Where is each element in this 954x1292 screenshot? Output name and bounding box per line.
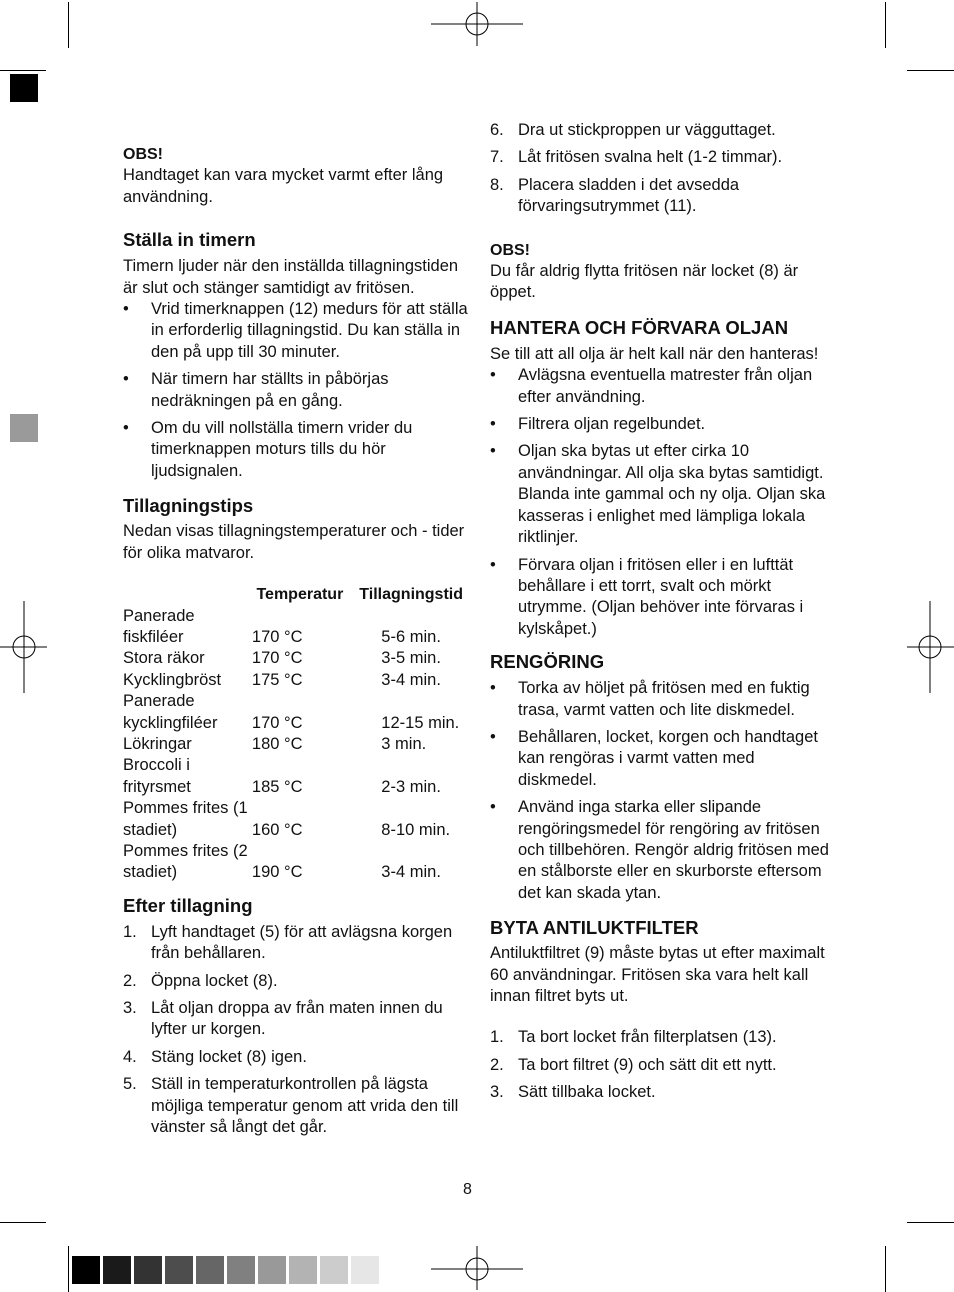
filter-intro: Antiluktfiltret (9) måste bytas ut efter maximalt 60 användningar. Fritösen ska vara helt kall innan filtret byts ut. <box>490 944 825 1005</box>
list-item: • Använd inga starka eller slipande rengöringsmedel för rengöring av fritösen och tillbehören. Rengör aldrig fritösen med en stålborste eller en skurborste eftersom det kan skada ytan. <box>490 798 829 902</box>
left-column <box>123 120 468 1144</box>
list-item: 2. Öppna locket (8). <box>123 971 278 990</box>
table-row: Broccoli i frityrsmet 185 °C 2-3 min. <box>123 756 441 796</box>
filter-steps-list <box>490 1027 835 1103</box>
section-heading-tips: Tillagningstips <box>123 495 254 517</box>
obs-text: Du får aldrig flytta fritösen när locket (8) är öppet. <box>490 262 799 302</box>
table-row: Lökringar 180 °C 3 min. <box>123 734 427 753</box>
list-item: • Förvara oljan i fritösen eller i en lufttät behållare i ett torrt, svalt och mörkt utrymme. (Oljan behöver inte förvaras i kylskåpet.) <box>490 555 804 638</box>
page-number: 8 <box>463 1181 472 1198</box>
calibration-swatch <box>165 1256 193 1284</box>
table-row: Pommes frites (1 stadiet) 160 °C 8-10 min. <box>123 799 451 839</box>
calibration-swatch <box>351 1256 379 1284</box>
calibration-swatch <box>289 1256 317 1284</box>
calibration-swatch <box>196 1256 224 1284</box>
list-item: • Torka av höljet på fritösen med en fuktig trasa, varmt vatten och lite diskmedel. <box>490 679 810 719</box>
table-row: Pommes frites (2 stadiet) 190 °C 3-4 min. <box>123 841 441 882</box>
list-item: 2. Ta bort filtret (9) och sätt dit ett nytt. <box>490 1055 777 1074</box>
list-item: 6. Dra ut stickproppen ur vägguttaget. <box>490 121 776 139</box>
registration-mark-bottom <box>431 1246 523 1290</box>
calibration-swatch <box>258 1256 286 1284</box>
list-item: 3. Sätt tillbaka locket. <box>490 1083 656 1102</box>
after-steps-list-continued <box>490 120 835 218</box>
calibration-swatch <box>227 1256 255 1284</box>
table-header-row <box>123 584 463 605</box>
registration-mark-right <box>907 601 954 693</box>
table-row: Panerade kycklingfiléer 170 °C 12-15 min. <box>123 692 460 732</box>
list-item: • Filtrera oljan regelbundet. <box>490 415 706 434</box>
calibration-swatch <box>320 1256 348 1284</box>
table-row: Stora räkor 170 °C 3-5 min. <box>123 649 441 668</box>
section-heading-cleaning: RENGÖRING <box>490 651 605 673</box>
oil-intro: Se till att all olja är helt kall när den hanteras! <box>490 344 819 363</box>
list-item: 1. Ta bort locket från filterplatsen (13). <box>490 1028 777 1047</box>
tips-intro: Nedan visas tillagningstemperaturer och - tider för olika matvaror. <box>123 522 465 562</box>
list-item: • Oljan ska bytas ut efter cirka 10 användningar. All olja ska bytas samtidigt. Blanda inte gammal och ny olja. Oljan ska kasseras i enlighet med lämpliga lokala riktlinjer. <box>490 442 826 547</box>
list-item: • När timern har ställts in påbörjas nedräkningen på en gång. <box>123 370 389 410</box>
timer-intro: Timern ljuder när den inställda tillagningstiden är slut och stänger samtidigt av fritösen. <box>123 257 459 297</box>
right-column <box>490 120 835 1110</box>
calibration-swatch <box>103 1256 131 1284</box>
table-row: Panerade fiskfiléer 170 °C 5-6 min. <box>123 606 441 646</box>
list-item: • Avlägsna eventuella matrester från oljan efter användning. <box>490 366 813 406</box>
list-item: 5. Ställ in temperaturkontrollen på lägsta möjliga temperatur genom att vrida den till vänster så långt det går. <box>123 1075 459 1137</box>
registration-mark-left <box>0 601 47 693</box>
timer-bullet-list <box>123 299 468 482</box>
obs-label: OBS! <box>123 146 163 163</box>
cleaning-bullet-list <box>490 678 835 904</box>
section-heading-after: Efter tillagning <box>123 894 253 916</box>
calibration-swatch <box>72 1256 100 1284</box>
list-item: • Om du vill nollställa timern vrider du timerknappen moturs tills du hör ljudsignalen. <box>123 419 413 480</box>
section-heading-oil: HANTERA OCH FÖRVARA OLJAN <box>490 316 789 338</box>
black-tab-marker <box>10 74 38 102</box>
obs-text: Handtaget kan vara mycket varmt efter lång användning. <box>123 166 444 206</box>
list-item: 3. Låt oljan droppa av från maten innen du lyfter ur korgen. <box>123 999 443 1039</box>
list-item: 7. Låt fritösen svalna helt (1-2 timmar). <box>490 148 783 167</box>
grey-tab-marker <box>10 414 38 442</box>
table-row: Kycklingbröst 175 °C 3-4 min. <box>123 670 441 689</box>
list-item: • Behållaren, locket, korgen och handtaget kan rengöras i varmt vatten med diskmedel. <box>490 727 818 789</box>
section-heading-filter: BYTA ANTILUKTFILTER <box>490 917 699 939</box>
after-steps-list <box>123 922 468 1139</box>
section-heading-timer: Ställa in timern <box>123 229 256 251</box>
table-header-temperature: Temperatur <box>256 586 344 604</box>
oil-bullet-list <box>490 365 835 640</box>
cooking-table <box>123 584 463 884</box>
table-header <box>123 584 252 605</box>
obs-label: OBS! <box>490 241 530 259</box>
table-header-time: Tillagningstid <box>359 586 463 604</box>
list-item: • Vrid timerknappen (12) medurs för att ställa in erforderlig tillagningstid. Du kan ställa in den på upp till 30 minuter. <box>123 300 468 361</box>
list-item: 4. Stäng locket (8) igen. <box>123 1047 307 1066</box>
list-item: 1. Lyft handtaget (5) för att avlägsna korgen från behållaren. <box>123 922 453 963</box>
calibration-swatch <box>134 1256 162 1284</box>
registration-mark-top <box>431 2 523 46</box>
list-item: 8. Placera sladden i det avsedda förvaringsutrymmet (11). <box>490 175 740 216</box>
